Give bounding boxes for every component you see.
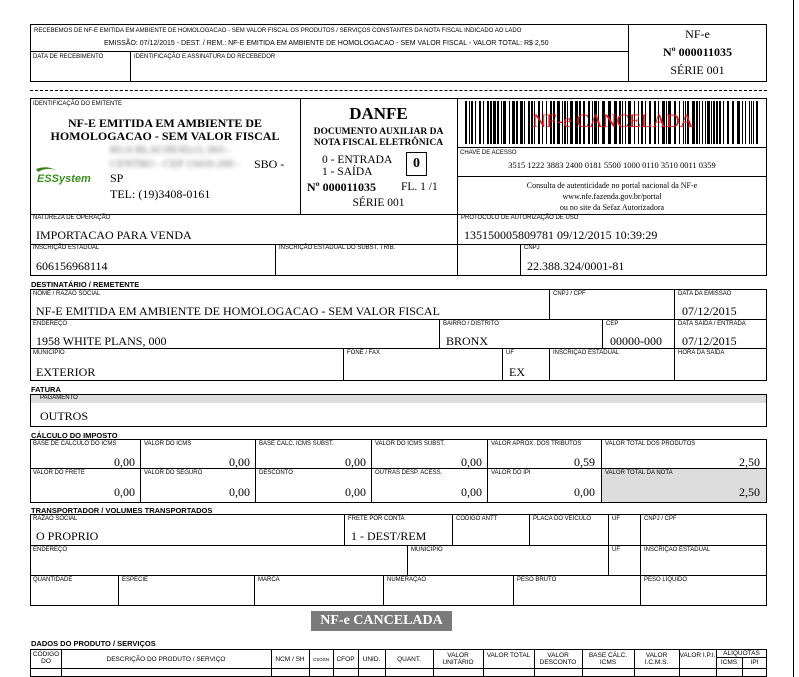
dest-municipio-label: MUNICÍPIO bbox=[33, 350, 65, 356]
cnpj-label: CNPJ bbox=[524, 245, 540, 251]
ie-label: INSCRIÇÃO ESTADUAL bbox=[33, 245, 100, 251]
imposto-row2-label-1: VALOR DO SEGURO bbox=[144, 470, 203, 476]
consulta-line1: Consulta de autenticidade no portal nacional da NF-e bbox=[526, 181, 698, 190]
transp-ie-label: INSCRIÇÃO ESTADUAL bbox=[644, 547, 711, 553]
col-aliq-icms: ICMS bbox=[720, 659, 738, 666]
imposto-row2-label-4: VALOR DO IPI bbox=[491, 470, 531, 476]
transp-marca-label: MARCA bbox=[258, 577, 280, 583]
imposto-row2-value-1: 0,00 bbox=[229, 485, 250, 499]
danfe-saida: 1 - SAÍDA bbox=[322, 166, 373, 178]
essystem-logo bbox=[34, 166, 104, 188]
danfe-folha: FL. 1 /1 bbox=[401, 181, 438, 193]
canhoto-text-line1: RECEBEMOS DE NF-E EMITIDA EM AMBIENTE DE HOMOLOGACAO - SEM VALOR FISCAL OS PRODUTOS / SERVIÇOS CONSTANTES DA NOTA FISCAL INDICADO AO LADO bbox=[34, 28, 522, 34]
protocolo-value: 135150005809781 09/12/2015 10:39:29 bbox=[464, 228, 658, 242]
dest-data-emissao-label: DATA DA EMISSÃO bbox=[678, 291, 732, 297]
imposto-row1-value-0: 0,00 bbox=[114, 455, 135, 469]
canhoto-nfe-label: NF-e bbox=[685, 27, 710, 41]
imposto-row2-label-0: VALOR DO FRETE bbox=[33, 470, 85, 476]
col-vtotal: VALOR TOTAL bbox=[486, 652, 531, 659]
imposto-section-label: CÁLCULO DO IMPOSTO bbox=[31, 431, 118, 440]
transp-quantidade-label: QUANTIDADE bbox=[33, 577, 73, 583]
canhoto-text-line2: EMISSÃO: 07/12/2015 - DEST. / REM.: NF-E EMITIDA EM AMBIENTE DE HOMOLOGACAO - SEM VALOR FISCAL - VALOR TOTAL: R$ 2,50 bbox=[104, 40, 549, 47]
dest-cep: 00000-000 bbox=[610, 334, 662, 348]
dest-nome: NF-E EMITIDA EM AMBIENTE DE HOMOLOGACAO - SEM VALOR FISCAL bbox=[36, 304, 440, 318]
emitente-section-label: IDENTIFICAÇÃO DO EMITENTE bbox=[33, 101, 123, 107]
col-aliq-ipi: IPI bbox=[750, 659, 759, 666]
emitente-name-line1: NF-E EMITIDA EM AMBIENTE DE bbox=[67, 116, 263, 130]
natureza-label: NATUREZA DE OPERAÇÃO bbox=[33, 215, 111, 221]
ie-st-label: INSCRIÇÃO ESTADUAL DO SUBST. TRIB. bbox=[279, 245, 396, 251]
dest-uf: EX bbox=[509, 365, 525, 379]
col-vipi: VALOR I.P.I. bbox=[679, 652, 716, 659]
transp-especie-label: ESPÉCIE bbox=[122, 577, 149, 583]
dest-data-saida-label: DATA SAÍDA / ENTRADA bbox=[678, 321, 746, 327]
danfe-title: DANFE bbox=[349, 104, 408, 123]
transp-frete: 1 - DEST/REM bbox=[351, 529, 427, 543]
dest-cnpj-label: CNPJ / CPF bbox=[553, 291, 586, 297]
col-unid: UNID. bbox=[362, 656, 381, 663]
dest-endereco-label: ENDEREÇO bbox=[33, 321, 68, 327]
dest-cep-label: CEP bbox=[606, 321, 619, 327]
dest-hora-saida-label: HORA DA SAÍDA bbox=[678, 350, 725, 356]
transp-placa-label: PLACA DO VEÍCULO bbox=[533, 516, 592, 522]
dest-bairro-label: BAIRRO / DISTRITO bbox=[443, 321, 499, 327]
imposto-row1-value-5: 2,50 bbox=[739, 455, 760, 469]
natureza-value: IMPORTACAO PARA VENDA bbox=[36, 228, 192, 242]
emitente-address-line1: RUA BLACHUELO, 003 - bbox=[110, 144, 231, 156]
consulta-line2: www.nfe.fazenda.gov.br/portal bbox=[562, 192, 662, 201]
transp-endereco-label: ENDEREÇO bbox=[33, 547, 68, 553]
destinatario-section-label: DESTINATÁRIO / REMETENTE bbox=[31, 280, 140, 289]
imposto-row2-value-3: 0,00 bbox=[461, 485, 482, 499]
danfe-subtitle-line2: NOTA FISCAL ELETRÔNICA bbox=[313, 138, 444, 148]
dest-data-saida: 07/12/2015 bbox=[682, 334, 737, 348]
transp-razao-label: RAZÃO SOCIAL bbox=[33, 516, 78, 522]
fatura-section-label: FATURA bbox=[31, 385, 61, 394]
canhoto-numero: Nº 000011035 bbox=[663, 45, 732, 59]
emitente-phone: TEL: (19)3408-0161 bbox=[110, 187, 211, 201]
transp-peso-liquido-label: PESO LÍQUIDO bbox=[644, 577, 688, 583]
emitente-name-line2: HOMOLOGACAO - SEM VALOR FISCAL bbox=[50, 129, 280, 143]
transportador-section-label: TRANSPORTADOR / VOLUMES TRANSPORTADOS bbox=[31, 506, 213, 515]
data-recebimento-label: DATA DE RECEBIMENTO bbox=[33, 54, 104, 60]
chave-value: 3515 1222 3883 2400 0181 5500 1000 0110 3510 0011 0359 bbox=[508, 160, 716, 170]
chave-label: CHAVE DE ACESSO bbox=[460, 150, 517, 156]
col-ncm: NCM / SH bbox=[275, 656, 305, 663]
danfe-subtitle-line1: DOCUMENTO AUXILIAR DA bbox=[313, 127, 444, 137]
cancel-banner: NF-e CANCELADA bbox=[311, 611, 452, 631]
emitente-address-line2: CENTRO - CEP 13416-200 - bbox=[110, 158, 240, 170]
imposto-row1-value-4: 0,59 bbox=[574, 455, 595, 469]
protocolo-label: PROTOCOLO DE AUTORIZAÇÃO DE USO bbox=[461, 215, 579, 221]
transp-uf-label: UF bbox=[612, 516, 620, 522]
col-descricao: DESCRIÇÃO DO PRODUTO / SERVIÇO bbox=[106, 656, 226, 663]
col-vicms: VALOR I.C.M.S. bbox=[644, 652, 669, 666]
transp-frete-label: FRETE POR CONTA bbox=[348, 516, 405, 522]
cnpj-value: 22.388.324/0001-81 bbox=[527, 259, 625, 273]
barcode-cancel-overlay: NF-e CANCELADA bbox=[532, 111, 694, 132]
transp-antt-label: CÓDIGO ANTT bbox=[456, 516, 498, 522]
imposto-row2-label-3: OUTRAS DESP. ACESS. bbox=[375, 470, 443, 476]
dest-data-emissao: 07/12/2015 bbox=[682, 304, 737, 318]
danfe-serie: SÉRIE 001 bbox=[352, 197, 405, 209]
danfe-entrada: 0 - ENTRADA bbox=[322, 154, 393, 166]
dest-municipio: EXTERIOR bbox=[36, 365, 96, 379]
imposto-row1-value-2: 0,00 bbox=[345, 455, 366, 469]
imposto-row1-label-4: VALOR APROX. DOS TRIBUTOS bbox=[491, 441, 582, 447]
transp-razao: O PROPRIO bbox=[36, 529, 99, 543]
transp-municipio-label: MUNICÍPIO bbox=[411, 547, 443, 553]
ie-row bbox=[30, 244, 767, 276]
imposto-row2-value-0: 0,00 bbox=[114, 485, 135, 499]
imposto-row2-label-2: DESCONTO bbox=[259, 470, 293, 476]
imposto-row2-label-5: VALOR TOTAL DA NOTA bbox=[605, 470, 673, 476]
imposto-row1-label-5: VALOR TOTAL DOS PRODUTOS bbox=[605, 441, 696, 447]
col-bcicms: BASE CÁLC. ICMS bbox=[588, 652, 628, 666]
col-quant: QUANT. bbox=[397, 656, 421, 663]
fatura-box bbox=[30, 403, 767, 427]
imposto-row1-label-0: BASE DE CÁLCULO DO ICMS bbox=[33, 441, 117, 447]
imposto-row1-value-3: 0,00 bbox=[461, 455, 482, 469]
imposto-row1-label-2: BASE CALC. ICMS SUBST. bbox=[259, 441, 334, 447]
imposto-row2-value-5: 2,50 bbox=[739, 485, 760, 499]
transportador-box bbox=[30, 514, 767, 606]
danfe-tipo-box: 0 bbox=[406, 152, 427, 176]
transp-uf2-label: UF bbox=[612, 547, 620, 553]
cut-line bbox=[30, 90, 767, 91]
consulta-line3: ou no site da Sefaz Autorizadora bbox=[559, 203, 665, 212]
imposto-row1-value-1: 0,00 bbox=[229, 455, 250, 469]
ie-value: 606156968114 bbox=[36, 259, 108, 273]
col-codigo: CÓDIGO DO bbox=[32, 651, 60, 665]
fatura-pagamento-label: PAGAMENTO bbox=[40, 395, 78, 401]
dest-ie-label: INSCRIÇÃO ESTADUAL bbox=[553, 350, 620, 356]
col-vunit: VALOR UNITÁRIO bbox=[442, 652, 474, 666]
col-aliq: ALÍQUOTAS bbox=[723, 650, 760, 657]
col-cfop: CFOP bbox=[336, 656, 355, 663]
page-edge bbox=[793, 0, 794, 677]
dest-uf-label: UF bbox=[506, 350, 514, 356]
imposto-row1-label-3: VALOR DO ICMS SUBST. bbox=[375, 441, 445, 447]
transp-numeracao-label: NUMERAÇÃO bbox=[387, 577, 427, 583]
emitente-address-city: SBO - bbox=[254, 157, 285, 171]
dest-fone-label: FONE / FAX bbox=[347, 350, 381, 356]
col-cst: CSOSN bbox=[312, 657, 329, 662]
imposto-row2-value-4: 0,00 bbox=[574, 485, 595, 499]
assinatura-label: IDENTIFICAÇÃO E ASSINATURA DO RECEBEDOR bbox=[134, 54, 276, 60]
imposto-row1-label-1: VALOR DO ICMS bbox=[144, 441, 192, 447]
produtos-section-label: DADOS DO PRODUTO / SERVIÇOS bbox=[31, 639, 156, 648]
logo-text: ESSystem bbox=[37, 173, 91, 185]
canhoto-serie: SÉRIE 001 bbox=[670, 63, 725, 77]
imposto-row2-value-2: 0,00 bbox=[345, 485, 366, 499]
dest-endereco: 1958 WHITE PLANS, 000 bbox=[36, 334, 167, 348]
dest-bairro: BRONX bbox=[446, 334, 489, 348]
col-vdesc: VALOR DESCONTO bbox=[539, 652, 577, 666]
fatura-pagamento: OUTROS bbox=[40, 409, 89, 423]
fatura-header bbox=[30, 394, 767, 403]
transp-cnpj-label: CNPJ / CPF bbox=[644, 516, 677, 522]
emitente-address-uf: SP bbox=[110, 171, 124, 185]
dest-nome-label: NOME / RAZÃO SOCIAL bbox=[33, 291, 101, 297]
danfe-numero: Nº 000011035 bbox=[307, 180, 376, 194]
transp-peso-bruto-label: PESO BRUTO bbox=[517, 577, 557, 583]
